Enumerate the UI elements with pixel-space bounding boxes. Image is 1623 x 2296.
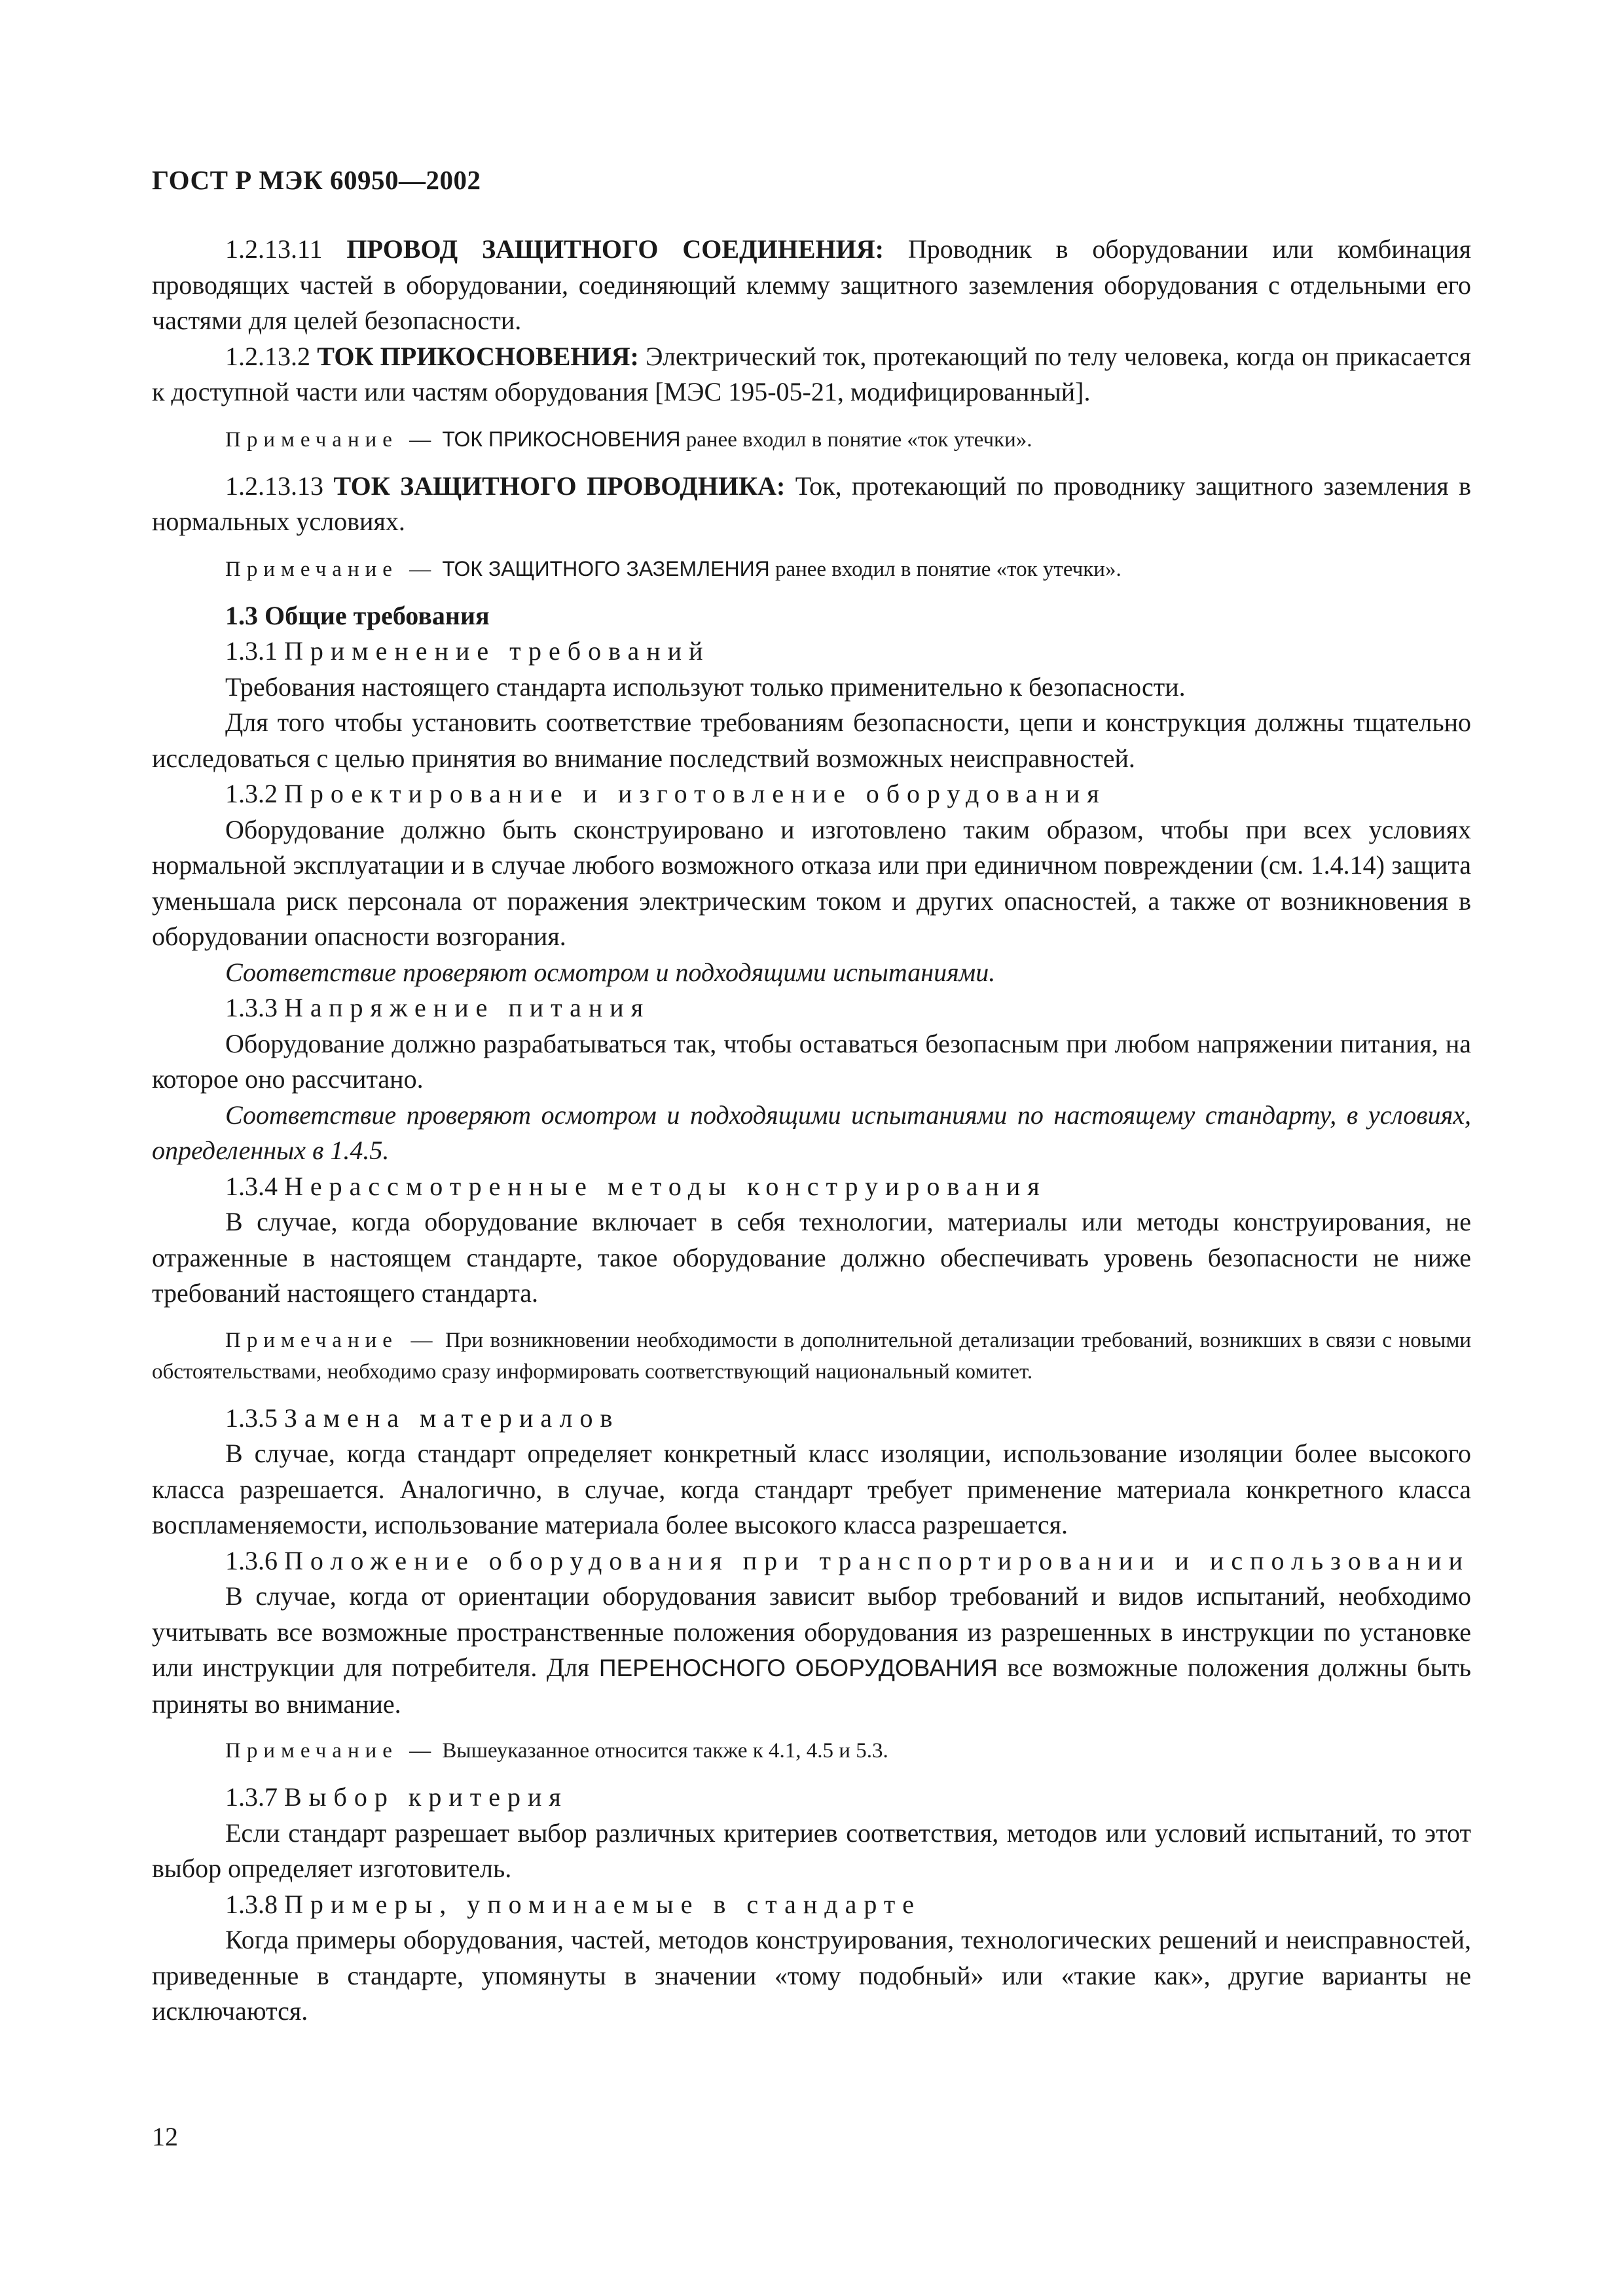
section-heading: 1.3 Общие требования	[225, 600, 490, 630]
clause-1-3-6-note	[152, 1735, 1471, 1767]
clause-1-3-7-p1: Если стандарт разрешает выбор различных критериев соответствия, методов или условий испытаний, то этот выбор определяет изготовитель.	[152, 1818, 1471, 1883]
clause-1-3-8-title	[152, 1887, 1471, 1923]
clause-number: 1.2.13.13	[225, 471, 323, 501]
clause-1-3-3-compliance: Соответствие проверяют осмотром и подходящими испытаниями по настоящему стандарту, в условиях, определенных в 1.4.5.	[152, 1100, 1471, 1165]
note-term: ТОК ЗАЩИТНОГО ЗАЗЕМЛЕНИЯ	[442, 556, 770, 581]
note-text: Вышеуказанное относится также к 4.1, 4.5 и 5.3.	[442, 1739, 888, 1763]
clause-title: Выбор критерия	[284, 1782, 568, 1812]
term: ТОК ЗАЩИТНОГО ПРОВОДНИКА:	[333, 471, 786, 501]
clause-number: 1.3.7	[225, 1782, 278, 1812]
clause-1-3-5-p1: В случае, когда стандарт определяет конкретный класс изоляции, использование изоляции более высокого класса разрешается. Аналогично, в случае, когда стандарт требует применение материала конкретного класса воспламеняемости, использование материала более высокого класса разрешается.	[152, 1439, 1471, 1539]
note-text: ранее входил в понятие «ток утечки».	[775, 557, 1122, 581]
page-number: 12	[152, 2122, 178, 2151]
clause-1-3-5-title	[152, 1401, 1471, 1437]
clause-number: 1.2.13.11	[225, 234, 323, 264]
clause-1-3-2-compliance: Соответствие проверяют осмотром и подходящими испытаниями.	[225, 957, 996, 987]
clause-title: Положение оборудования при транспортировании и использовании	[284, 1545, 1470, 1575]
para-term: ПЕРЕНОСНОГО ОБОРУДОВАНИЯ	[598, 1655, 998, 1681]
clause-title: Замена материалов	[284, 1403, 620, 1433]
clause-1-3-7-title	[152, 1780, 1471, 1816]
clause-1-3-2-p1: Оборудование должно быть сконструировано и изготовлено таким образом, чтобы при всех условиях нормальной эксплуатации и в случае любого возможного отказа или при единичном повреждении (см. 1.4.14) защита уменьшала риск персонала от поражения электрическим током и других опасностей, а также от возникновения в оборудовании опасности возгорания.	[152, 814, 1471, 951]
clause-number: 1.3.8	[225, 1889, 278, 1919]
document-page	[152, 164, 1471, 2030]
document-header: ГОСТ Р МЭК 60950—2002	[152, 165, 481, 195]
clause-number: 1.3.1	[225, 636, 278, 666]
definition-1-2-13-2	[152, 339, 1471, 410]
clause-title: Проектирование и изготовление оборудования	[284, 779, 1106, 808]
note-text: ранее входил в понятие «ток утечки».	[685, 427, 1032, 452]
note-label: Примечание —	[225, 427, 437, 452]
clause-1-3-8-p1: Когда примеры оборудования, частей, методов конструирования, технологических решений и неисправностей, приведенные в стандарте, упомянуты в значении «тому подобный» или «такие как», другие варианты не исключаются.	[152, 1925, 1471, 2026]
clause-1-3-4-title	[152, 1169, 1471, 1205]
definition-text: Ток, протекающий по проводнику защитного заземления в нормальных условиях.	[152, 471, 1471, 536]
note-label: Примечание —	[225, 1739, 437, 1763]
clause-1-3-1-title	[152, 634, 1471, 670]
note-term: ТОК ПРИКОСНОВЕНИЯ	[442, 427, 681, 451]
clause-1-3-3-p1: Оборудование должно разрабатываться так, чтобы оставаться безопасным при любом напряжении питания, на которое оно рассчитано.	[152, 1028, 1471, 1094]
clause-title: Примеры, упоминаемые в стандарте	[284, 1889, 922, 1919]
note-label: Примечание —	[225, 557, 437, 581]
clause-1-3-4-note	[152, 1325, 1471, 1388]
clause-title: Применение требований	[284, 636, 710, 666]
clause-number: 1.3.5	[225, 1403, 278, 1433]
clause-1-3-2-title	[152, 776, 1471, 812]
clause-1-3-4-p1: В случае, когда оборудование включает в себя технологии, материалы или методы конструирования, не отраженные в настоящем стандарте, такое оборудование должно обеспечивать уровень безопасности не ниже требований настоящего стандарта.	[152, 1207, 1471, 1308]
clause-number: 1.3.4	[225, 1171, 278, 1201]
term: ТОК ПРИКОСНОВЕНИЯ:	[317, 341, 639, 371]
clause-number: 1.2.13.2	[225, 341, 310, 371]
clause-1-3-1-p1: Требования настоящего стандарта используют только применительно к безопасности.	[225, 672, 1186, 702]
clause-1-3-6-title	[152, 1543, 1471, 1579]
note-touch-current	[152, 423, 1471, 456]
clause-1-3-1-p2: Для того чтобы установить соответствие требованиям безопасности, цепи и конструкция должны тщательно исследоваться с целью принятия во внимание последствий возможных неисправностей.	[152, 708, 1471, 773]
definition-1-2-13-13	[152, 469, 1471, 540]
para-text: В случае, когда от ориентации оборудования зависит выбор требований и видов испытаний, необходимо учитывать все возможные пространственные положения оборудования из разрешенных в инструкции по установке или инструкции для потребителя. Для	[152, 1581, 1471, 1682]
note-label: Примечание —	[225, 1328, 439, 1352]
note-protective-current	[152, 553, 1471, 585]
clause-title: Напряжение питания	[284, 993, 651, 1022]
clause-number: 1.3.3	[225, 993, 278, 1022]
clause-number: 1.3.6	[225, 1545, 278, 1575]
clause-title: Нерассмотренные методы конструирования	[284, 1171, 1047, 1201]
definition-text: Проводник в оборудовании или комбинация проводящих частей в оборудовании, соединяющий клемму защитного заземления оборудования с отдельными его частями для целей безопасности.	[152, 234, 1471, 335]
clause-1-3-6-p1	[152, 1579, 1471, 1722]
para-text: все возможные положения должны быть приняты во внимание.	[152, 1653, 1472, 1719]
definition-text: Электрический ток, протекающий по телу человека, когда он прикасается к доступной части или частям оборудования [МЭС 195-05-21, модифицированный].	[152, 341, 1472, 406]
term: ПРОВОД ЗАЩИТНОГО СОЕДИНЕНИЯ:	[346, 234, 884, 264]
definition-1-2-13-11	[152, 232, 1471, 339]
note-text: При возникновении необходимости в дополнительной детализации требований, возникших в связи с новыми обстоятельствами, необходимо сразу информировать соответствующий национальный комитет.	[152, 1328, 1471, 1384]
clause-1-3-3-title	[152, 990, 1471, 1026]
clause-number: 1.3.2	[225, 779, 278, 808]
